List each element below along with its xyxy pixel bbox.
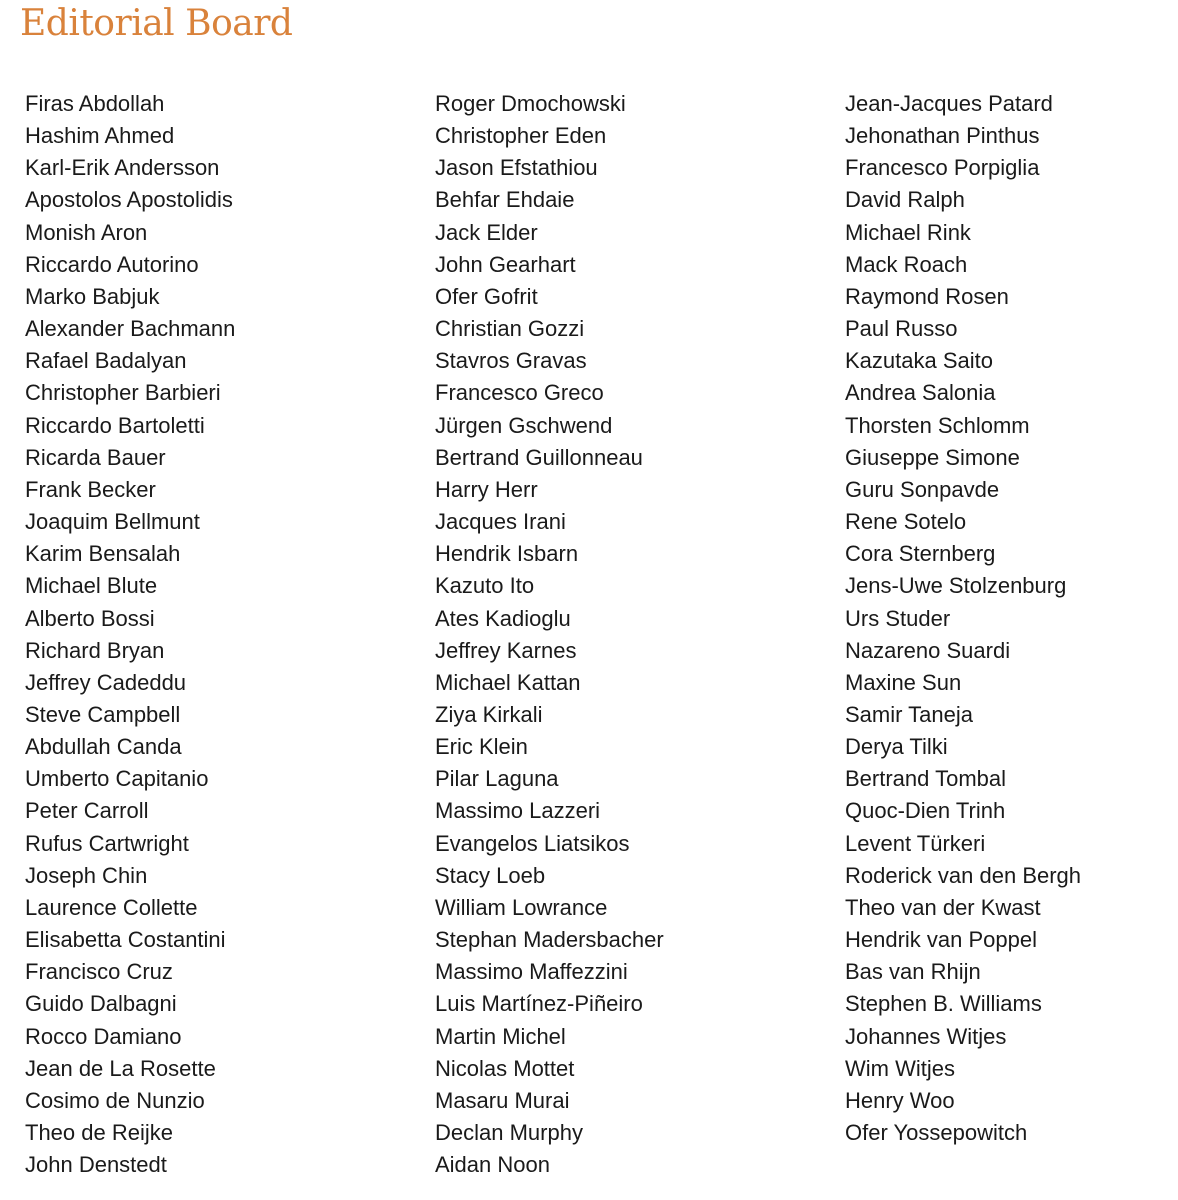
board-member-name: Elisabetta Costantini [25,927,226,953]
board-member-name: Jeffrey Cadeddu [25,669,187,695]
board-member-name: Hendrik van Poppel [845,927,1038,953]
board-member-name: Peter Carroll [25,798,149,824]
board-member-name: David Ralph [845,187,965,213]
board-member-name: Paul Russo [845,316,958,342]
board-member-name: Jean de La Rosette [25,1055,216,1081]
board-member-name: Quoc-Dien Trinh [845,798,1006,824]
board-member-name: Apostolos Apostolidis [25,187,233,213]
board-member-name: Karl-Erik Andersson [25,155,220,181]
board-member-name: Thorsten Schlomm [845,412,1030,438]
board-member-name: Roger Dmochowski [435,91,626,116]
board-member-name: Pilar Laguna [435,766,559,792]
board-member-name: Ates Kadioglu [435,605,571,631]
board-member-name: Theo van der Kwast [845,894,1041,920]
board-member-name: Masaru Murai [435,1087,570,1113]
board-member-name: Luis Martínez-Piñeiro [435,991,643,1017]
board-member-name: Behfar Ehdaie [435,187,575,213]
board-member-name: Jeffrey Karnes [435,637,577,663]
board-member-name: Alexander Bachmann [25,316,236,342]
board-member-name: Steve Campbell [25,701,181,727]
board-member-name: Giuseppe Simone [845,444,1020,470]
board-member-name: Christopher Barbieri [25,380,221,406]
board-member-name: Jean-Jacques Patard [845,91,1053,116]
board-member-name: Bertrand Tombal [845,766,1007,792]
board-member-name: Rafael Badalyan [25,348,187,374]
board-member-name: Cosimo de Nunzio [25,1087,205,1113]
board-member-name: Henry Woo [845,1087,955,1113]
board-member-name: Ricarda Bauer [25,444,166,470]
board-member-name: Francesco Porpiglia [845,155,1040,181]
board-member-name: Marko Babjuk [25,283,160,309]
board-member-name: Kazuto Ito [435,573,535,599]
board-member-name: Aidan Noon [435,1152,550,1178]
board-member-name: Levent Türkeri [845,830,986,856]
board-member-name: Michael Rink [845,219,971,245]
board-member-name: Umberto Capitanio [25,766,209,792]
board-member-name: Derya Tilki [845,734,948,760]
board-member-name: Guru Sonpavde [845,476,1000,502]
board-member-name: Rocco Damiano [25,1023,182,1049]
board-member-name: Martin Michel [435,1023,566,1049]
board-member-name: Massimo Lazzeri [435,798,601,824]
board-member-name: Frank Becker [25,476,156,502]
board-column-2 [435,88,825,1181]
board-member-name: Declan Murphy [435,1120,583,1145]
board-member-name: Kazutaka Saito [845,348,993,374]
page-title: Editorial Board [20,3,293,44]
board-member-name: Jack Elder [435,219,538,245]
board-member-name: Andrea Salonia [845,380,996,406]
board-member-name: William Lowrance [435,894,608,920]
board-member-name: Karim Bensalah [25,541,181,567]
board-member-name: Laurence Collette [25,894,198,920]
board-member-name: Wim Witjes [845,1055,955,1081]
board-member-name: Hashim Ahmed [25,123,175,149]
board-member-name: Samir Taneja [845,701,973,727]
board-member-name: Francesco Greco [435,380,604,406]
board-member-name: Rufus Cartwright [25,830,189,856]
board-member-name: Stephan Madersbacher [435,927,664,953]
board-member-name: Joaquim Bellmunt [25,509,200,535]
board-member-name: Riccardo Bartoletti [25,412,205,438]
board-member-name: John Gearhart [435,251,576,277]
board-member-name: Riccardo Autorino [25,251,199,277]
board-member-name: Nicolas Mottet [435,1055,575,1081]
board-member-name: Richard Bryan [25,637,165,663]
board-member-name: Nazareno Suardi [845,637,1011,663]
board-member-name: Evangelos Liatsikos [435,830,630,856]
board-member-name: Mack Roach [845,251,968,277]
board-member-name: Stacy Loeb [435,862,546,888]
board-member-name: Rene Sotelo [845,509,967,535]
board-member-name: Hendrik Isbarn [435,541,579,567]
board-member-name: Ziya Kirkali [435,701,543,727]
board-member-name: Maxine Sun [845,669,962,695]
board-member-name: Harry Herr [435,476,538,502]
board-member-name: Michael Kattan [435,669,581,695]
board-member-name: Ofer Yossepowitch [845,1120,1028,1145]
board-member-name: Urs Studer [845,605,951,631]
board-member-name: Monish Aron [25,219,148,245]
board-member-name: Theo de Reijke [25,1120,173,1145]
board-member-name: Jürgen Gschwend [435,412,613,438]
board-member-name: Stavros Gravas [435,348,587,374]
board-member-name: Alberto Bossi [25,605,155,631]
board-member-name: Guido Dalbagni [25,991,177,1017]
board-member-name: Jehonathan Pinthus [845,123,1040,149]
board-member-name: Roderick van den Bergh [845,862,1082,888]
board-member-name: Cora Sternberg [845,541,996,567]
board-member-name: Abdullah Canda [25,734,182,760]
board-member-name: John Denstedt [25,1152,167,1178]
board-column-1 [25,88,415,1181]
board-member-name: Massimo Maffezzini [435,959,628,985]
board-member-name: Joseph Chin [25,862,148,888]
board-member-name: Eric Klein [435,734,528,760]
board-column-3 [845,88,1175,1149]
board-member-name: Jason Efstathiou [435,155,598,181]
board-member-name: Raymond Rosen [845,283,1009,309]
board-member-name: Christian Gozzi [435,316,585,342]
board-member-name: Bas van Rhijn [845,959,981,985]
board-member-name: Bertrand Guillonneau [435,444,643,470]
board-member-name: Johannes Witjes [845,1023,1007,1049]
board-member-name: Christopher Eden [435,123,607,149]
board-member-name: Michael Blute [25,573,158,599]
board-member-name: Jacques Irani [435,509,566,535]
board-member-name: Firas Abdollah [25,91,165,116]
board-member-name: Francisco Cruz [25,959,173,985]
board-member-name: Stephen B. Williams [845,991,1042,1017]
board-member-name: Ofer Gofrit [435,283,538,309]
board-member-name: Jens-Uwe Stolzenburg [845,573,1067,599]
